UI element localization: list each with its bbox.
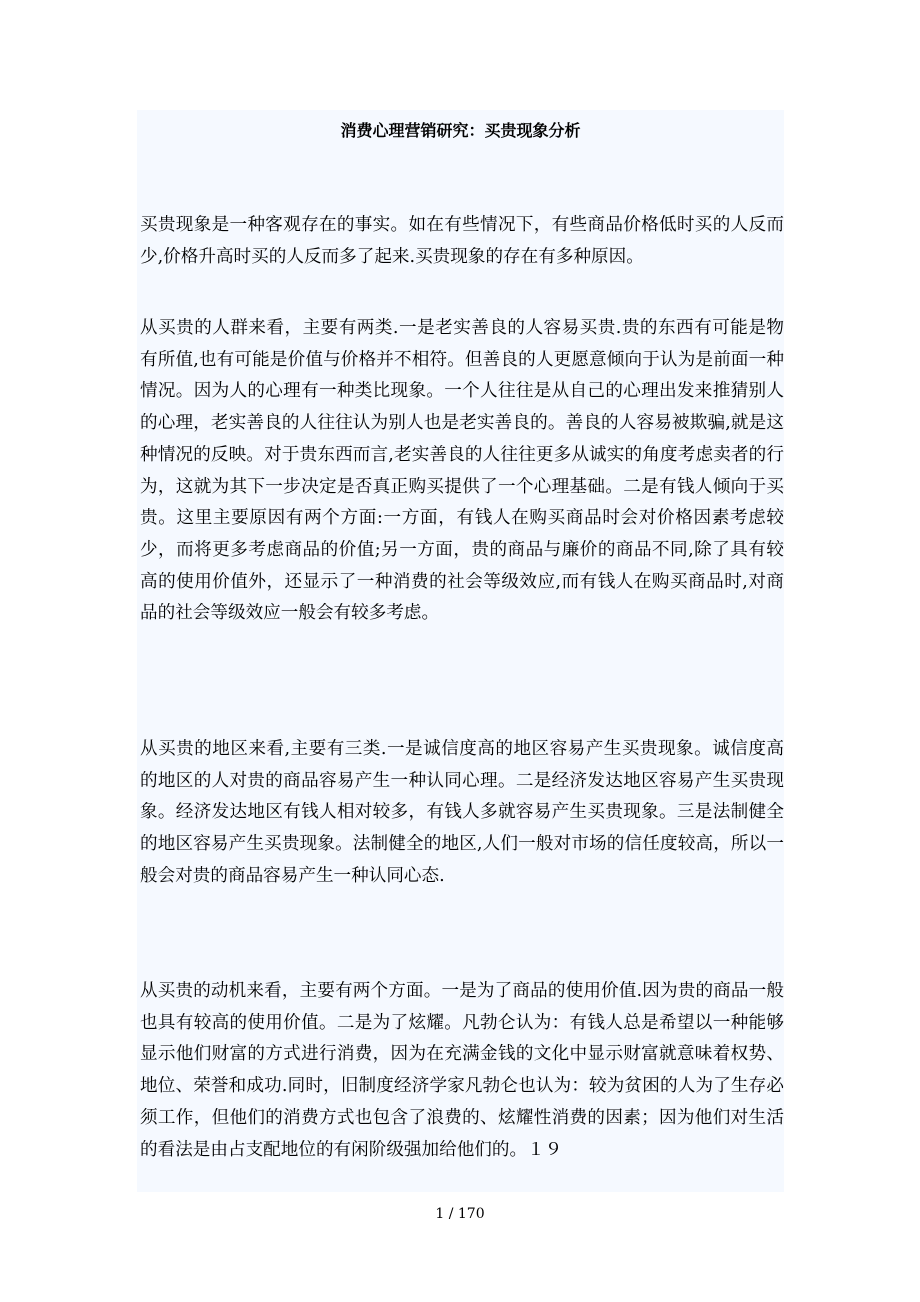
paragraph-intro: 买贵现象是一种客观存在的事实。如在有些情况下，有些商品价格低时买的人反而少,价格升高时买的人反而多了起来.买贵现象的存在有多种原因。: [140, 215, 784, 267]
paragraph-motives: 从买贵的动机来看，主要有两个方面。一是为了商品的使用价值.因为贵的商品一般也具有较高的使用价值。二是为了炫耀。凡勃仑认为：有钱人总是希望以一种能够显示他们财富的方式进行消费，因为在充满金钱的文化中显示财富就意味着权势、地位、荣誉和成功.同时，旧制度经济学家凡勃仑也认为：较为贫困的人为了生存必须工作，但他们的消费方式也包含了浪费的、炫耀性消费的因素；因为他们对生活的看法是由占支配地位的有闲阶级强加给他们的。１９: [140, 981, 784, 1160]
paragraph-regions: 从买贵的地区来看,主要有三类.一是诚信度高的地区容易产生买贵现象。诚信度高的地区的人对贵的商品容易产生一种认同心理。二是经济发达地区容易产生买贵现象。经济发达地区有钱人相对较多，有钱人多就容易产生买贵现象。三是法制健全的地区容易产生买贵现象。法制健全的地区,人们一般对市场的信任度较高，所以一般会对贵的商品容易产生一种认同心态.: [140, 739, 784, 886]
paragraph-buyer-groups: 从买贵的人群来看，主要有两类.一是老实善良的人容易买贵.贵的东西有可能是物有所值,也有可能是价值与价格并不相符。但善良的人更愿意倾向于认为是前面一种情况。因为人的心理有一种类比现象。一个人往往是从自己的心理出发来推猜别人的心理，老实善良的人往往认为别人也是老实善良的。善良的人容易被欺骗,就是这种情况的反映。对于贵东西而言,老实善良的人往往更多从诚实的角度考虑卖者的行为，这就为其下一步决定是否真正购买提供了一个心理基础。二是有钱人倾向于买贵。这里主要原因有两个方面:一方面，有钱人在购买商品时会对价格因素考虑较少，而将更多考虑商品的价值;另一方面，贵的商品与廉价的商品不同,除了具有较高的使用价值外，还显示了一种消费的社会等级效应,而有钱人在购买商品时,对商品的社会等级效应一般会有较多考虑。: [140, 318, 784, 624]
document-title: 消费心理营销研究：买贵现象分析: [340, 121, 581, 140]
page-number: 1 / 170: [435, 1206, 485, 1222]
